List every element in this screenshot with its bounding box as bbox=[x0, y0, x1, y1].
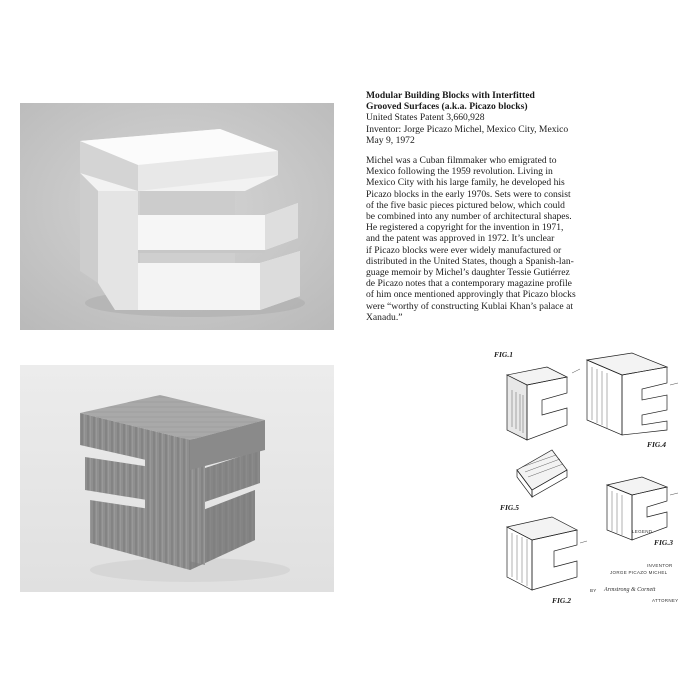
legend-label: LEGEND bbox=[632, 529, 653, 534]
description-line: guage memoir by Michel’s daughter Tessie Gutiérrez bbox=[366, 267, 570, 279]
fig2-label: FIG.2 bbox=[552, 596, 571, 605]
description-line: de Picazo notes that a contemporary magazine profile bbox=[366, 278, 572, 290]
description-line: Picazo blocks in the early 1970s. Sets were to consist bbox=[366, 188, 571, 200]
attorney-label: ATTORNEY bbox=[652, 598, 679, 603]
description-line: Xanadu.” bbox=[366, 311, 403, 323]
article-text bbox=[366, 90, 576, 323]
fig3-label: FIG.3 bbox=[654, 538, 673, 547]
description-line: be combined into any number of architectural shapes. bbox=[366, 211, 572, 223]
description-line: if Picazo blocks were ever widely manufactured or bbox=[366, 244, 562, 256]
description-line: Michel was a Cuban filmmaker who emigrated to bbox=[366, 155, 557, 167]
photo-white-block bbox=[20, 103, 334, 330]
inventor-name: JORGE PICAZO MICHEL bbox=[610, 570, 668, 575]
description-line: He registered a copyright for the invention in 1971, bbox=[366, 222, 564, 234]
description-line: Mexico City with his large family, he developed his bbox=[366, 177, 565, 189]
description-line: of him once mentioned approvingly that Picazo blocks bbox=[366, 289, 576, 301]
inventor-caption: INVENTOR bbox=[647, 563, 673, 568]
description-line: Mexico following the 1959 revolution. Living in bbox=[366, 166, 553, 178]
article-title-line2: Grooved Surfaces (a.k.a. Picazo blocks) bbox=[366, 101, 528, 113]
by-label: BY bbox=[590, 588, 597, 593]
description-paragraph bbox=[366, 155, 576, 323]
photo-wooden-block bbox=[20, 365, 334, 592]
description-line: distributed in the United States, though a Spanish-lan- bbox=[366, 255, 574, 267]
patent-drawing bbox=[492, 345, 687, 615]
article-title-line1: Modular Building Blocks with Interfitted bbox=[366, 90, 535, 101]
fig5-label: FIG.5 bbox=[500, 503, 519, 512]
fig1-label: FIG.1 bbox=[494, 350, 513, 359]
description-line: of the five basic pieces pictured below, which could bbox=[366, 199, 565, 211]
description-line: were “worthy of constructing Kublai Khan’s palace at bbox=[366, 300, 573, 312]
inventor-line: Inventor: Jorge Picazo Michel, Mexico City, Mexico bbox=[366, 123, 569, 135]
attorney-signature: Armstrong & Cornett bbox=[604, 587, 656, 593]
patent-number: United States Patent 3,660,928 bbox=[366, 112, 485, 124]
description-line: and the patent was approved in 1972. It’s unclear bbox=[366, 233, 555, 245]
fig4-label: FIG.4 bbox=[647, 440, 666, 449]
patent-date: May 9, 1972 bbox=[366, 134, 415, 146]
